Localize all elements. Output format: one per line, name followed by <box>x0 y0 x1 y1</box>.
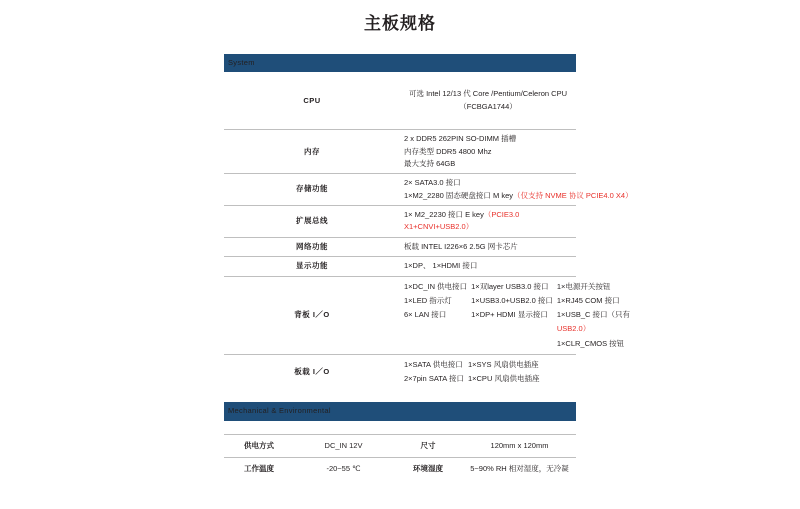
onboard-io-grid <box>404 358 572 387</box>
mech-label-temp: 工作温度 <box>224 458 294 481</box>
spec-page <box>0 9 800 509</box>
back-io-column-2 <box>471 280 557 351</box>
row-label-memory: 内存 <box>224 130 400 174</box>
onboard-io-1-2: 2×7pin SATA 接口 <box>404 374 464 383</box>
back-io-grid <box>404 280 631 351</box>
back-io-3-2: 1×RJ45 COM 接口 <box>556 295 620 305</box>
row-label-storage: 存储功能 <box>224 174 400 206</box>
mech-label-power: 供电方式 <box>224 434 294 457</box>
onboard-io-column-3 <box>543 358 572 387</box>
back-io-2-3: 1×DP+ HDMI 显示接口 <box>471 310 548 319</box>
back-io-column-3 <box>557 280 634 351</box>
back-io-1-1: 1×DC_IN 供电接口 <box>404 281 468 291</box>
back-io-3-note: USB2.0） <box>556 324 591 334</box>
mech-value-humidity: 5~90% RH 相对湿度，无冷凝 <box>463 458 576 481</box>
mech-value-temp: -20~55 ℃ <box>294 458 393 481</box>
row-label-display: 显示功能 <box>224 257 400 276</box>
row-label-onboard-io: 板载 I／O <box>224 354 400 389</box>
storage-line-2-text: 1×M2_2280 固态硬盘接口 M key <box>404 190 513 200</box>
section-header-system <box>224 54 576 72</box>
row-value-memory <box>400 130 576 174</box>
table-row-cpu <box>224 85 576 116</box>
row-value-display: 1×DP、 1×HDMI 接口 <box>400 257 576 276</box>
row-value-onboard-io <box>400 354 576 389</box>
memory-line-3: 最大支持 64GB <box>404 158 456 168</box>
row-value-back-io <box>400 276 631 354</box>
back-io-3-3: 1×USB_C 接口（只有 <box>556 310 631 319</box>
spacer-row <box>224 421 576 434</box>
table-row-back-io <box>224 276 576 354</box>
spacer-row <box>224 72 576 85</box>
row-label-back-io: 背板 I／O <box>224 276 400 354</box>
section-header-mechanical-label: Mechanical & Environmental <box>224 402 576 420</box>
back-io-3-4: 1×CLR_CMOS 按钮 <box>556 338 625 348</box>
storage-line-2 <box>404 190 633 202</box>
row-value-expansion <box>400 206 576 238</box>
back-io-3-1: 1×电源开关按钮 <box>556 281 611 291</box>
onboard-io-2-2: 1×CPU 风扇供电插座 <box>467 374 540 383</box>
expansion-note: （PCIE3.0 X1+CNVI+USB2.0） <box>404 210 520 232</box>
spacer-row <box>224 116 576 130</box>
table-row-network <box>224 237 576 256</box>
onboard-io-column-2 <box>468 358 543 387</box>
table-row-onboard-io <box>224 354 576 389</box>
spec-table <box>224 54 633 480</box>
mech-value-power: DC_IN 12V <box>294 434 393 457</box>
onboard-io-column-1 <box>404 358 468 387</box>
row-value-cpu: 可选 Intel 12/13 代 Core /Pentium/Celeron CPU（FCBGA1744） <box>409 89 567 111</box>
section-header-mechanical <box>224 402 576 420</box>
mechanical-row-1 <box>224 434 576 457</box>
row-value-network: 板载 INTEL I226×6 2.5G 网卡芯片 <box>400 237 576 256</box>
table-row-memory <box>224 130 576 174</box>
row-label-cpu: CPU <box>303 95 321 105</box>
spacer-row <box>224 389 576 402</box>
row-label-expansion: 扩展总线 <box>224 206 400 238</box>
expansion-text: 1× M2_2230 接口 E key <box>404 210 484 219</box>
table-row-display <box>224 257 576 276</box>
spec-sheet <box>224 54 633 480</box>
table-row-expansion <box>224 206 576 238</box>
table-row-power <box>224 434 576 481</box>
back-io-2-2: 1×USB3.0+USB2.0 接口 <box>471 295 553 305</box>
memory-line-1: 2 x DDR5 262PIN SO-DIMM 插槽 <box>404 134 517 144</box>
storage-line-1: 2× SATA3.0 接口 <box>404 178 461 188</box>
mech-label-size: 尺寸 <box>393 434 463 457</box>
row-label-network: 网络功能 <box>224 237 400 256</box>
row-value-storage <box>400 174 633 206</box>
back-io-2-1: 1×双layer USB3.0 接口 <box>471 281 549 291</box>
storage-note: （仅支持 NVME 协议 PCIE4.0 X4） <box>513 190 633 200</box>
memory-line-2: 内存类型 DDR5 4800 Mhz <box>404 146 492 156</box>
back-io-column-1 <box>404 280 471 351</box>
onboard-io-2-1: 1×SYS 风扇供电插座 <box>467 359 539 369</box>
back-io-1-2: 1×LED 指示灯 <box>404 295 452 305</box>
section-header-system-label: System <box>224 54 576 72</box>
onboard-io-1-1: 1×SATA 供电接口 <box>404 359 463 369</box>
mech-value-size: 120mm x 120mm <box>463 434 576 457</box>
mech-label-humidity: 环境湿度 <box>393 458 463 481</box>
page-title: 主板规格 <box>364 14 436 33</box>
back-io-1-3: 6× LAN 接口 <box>404 310 447 319</box>
mechanical-row-2 <box>224 458 576 481</box>
table-row-storage <box>224 174 576 206</box>
